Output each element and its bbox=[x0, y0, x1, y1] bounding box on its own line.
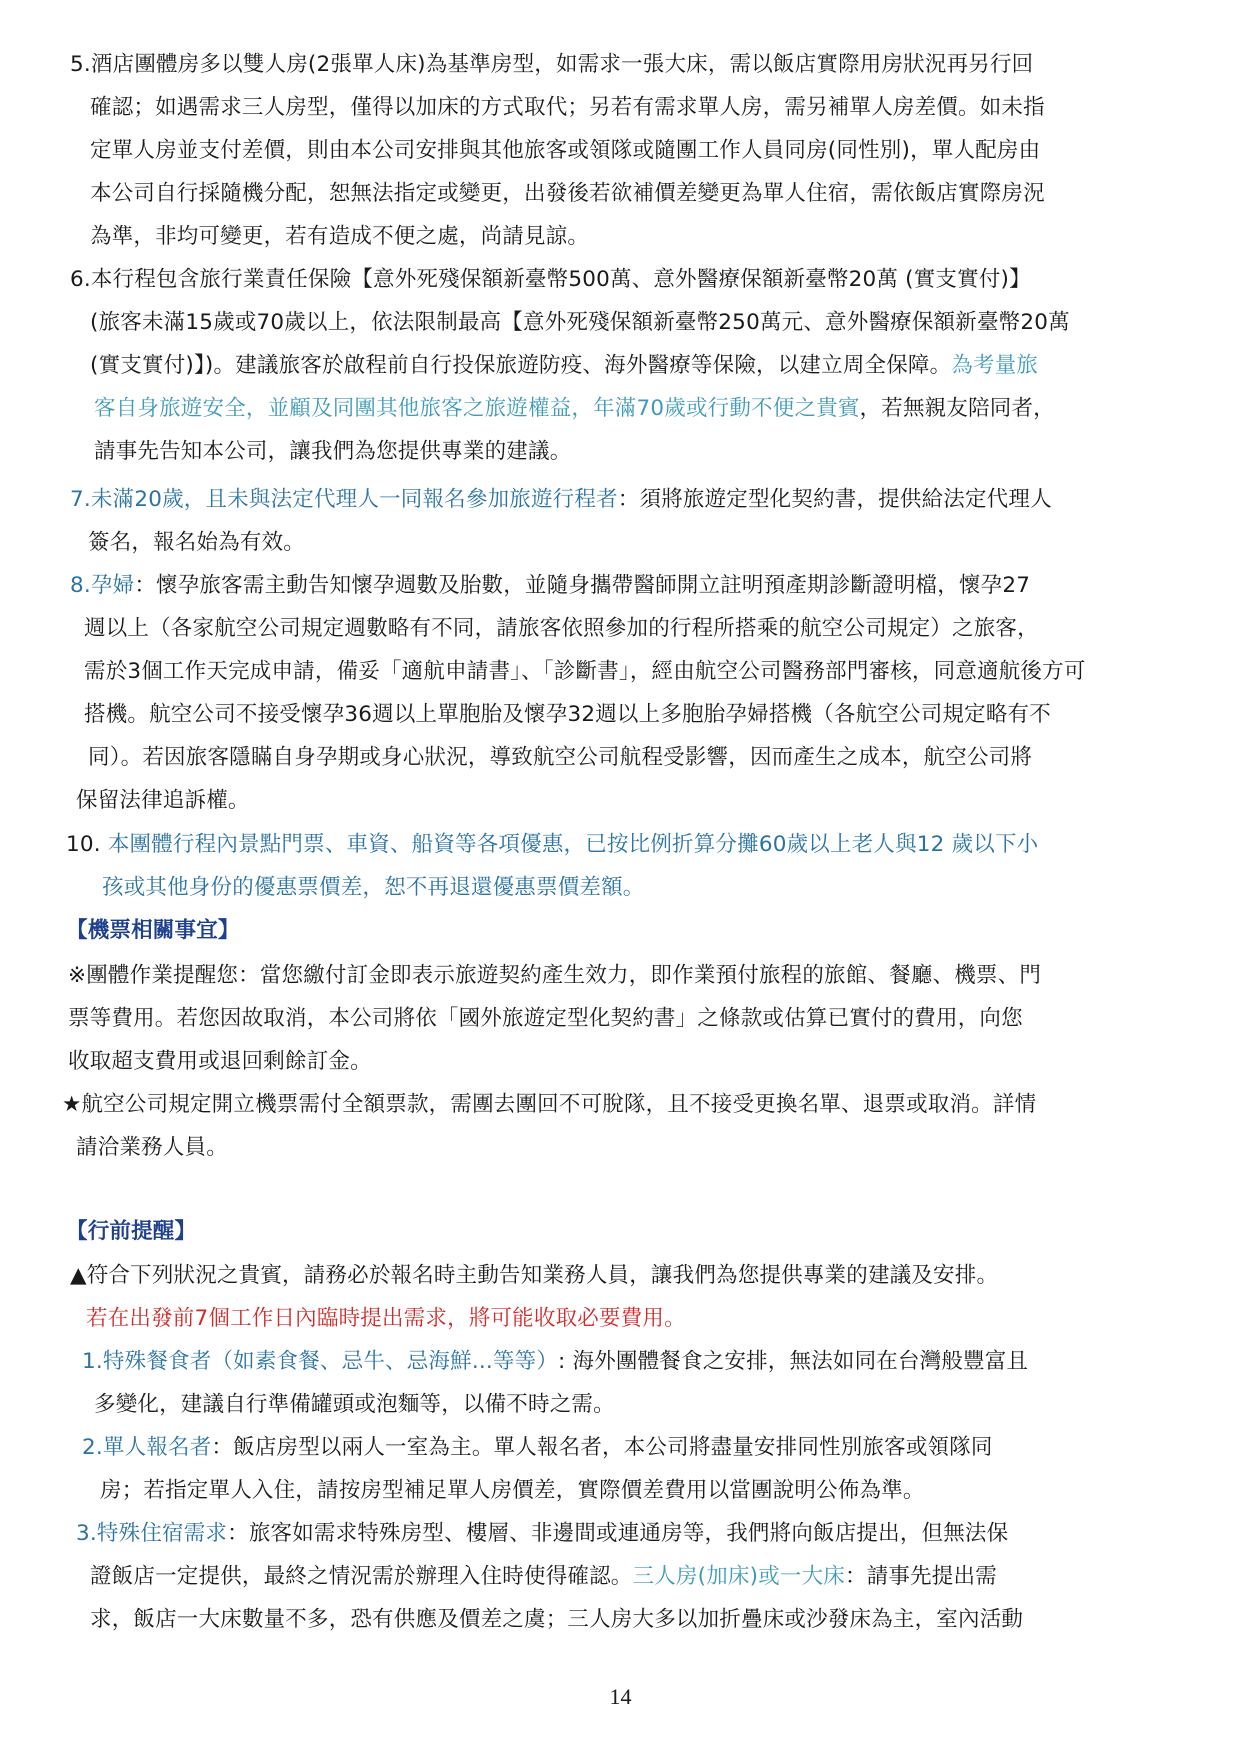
item8-line3: 需於3個工作天完成申請，備妥「適航申請書」、「診斷書」，經由航空公司醫務部門審核，同意適航後方可 bbox=[84, 659, 1086, 684]
reminder3-line3: 求，飯店一大床數量不多，恐有供應及價差之虞；三人房大多以加折疊床或沙發床為主，室內活動 bbox=[90, 1607, 1024, 1632]
reminder1-line1 bbox=[82, 1347, 1028, 1377]
ticket-p1-line3: 收取超支費用或退回剩餘訂金。 bbox=[68, 1049, 372, 1074]
item5-line1: 5.酒店團體房多以雙人房(2張單人床)為基準房型，如需求一張大床，需以飯店實際用房狀況再另行回 bbox=[70, 52, 1034, 77]
item8-line6: 保留法律追訴權。 bbox=[76, 788, 250, 813]
reminder1-line2: 多變化，建議自行準備罐頭或泡麵等，以備不時之需。 bbox=[94, 1392, 615, 1417]
item5-line2: 確認；如遇需求三人房型，僅得以加床的方式取代；另若有需求單人房，需另補單人房差價。如未指 bbox=[90, 95, 1045, 120]
reminder3-line2 bbox=[90, 1562, 997, 1592]
item8-line2: 週以上（各家航空公司規定週數略有不同，請旅客依照參加的行程所搭乘的航空公司規定）之旅客， bbox=[84, 616, 1039, 641]
item10-line2: 孩或其他身份的優惠票價差，恕不再退還優惠票價差額。 bbox=[102, 875, 645, 900]
reminder2-line1 bbox=[82, 1433, 993, 1463]
item8-highlight: 8.孕婦 bbox=[70, 573, 135, 598]
item8-line5: 同）。若因旅客隱瞞自身孕期或身心狀況，導致航空公司航程受影響，因而產生之成本，航空公司將 bbox=[88, 745, 1033, 770]
item5-line4: 本公司自行採隨機分配，恕無法指定或變更，出發後若欲補價差變更為單人住宿，需依飯店實際房況 bbox=[90, 181, 1045, 206]
ticket-p1-line1: ※團體作業提醒您：當您繳付訂金即表示旅遊契約產生效力，即作業預付旅程的旅館、餐廳、機票、門 bbox=[68, 963, 1042, 988]
item10-number: 10. bbox=[66, 832, 108, 857]
reminder-section-heading: 【行前提醒】 bbox=[66, 1219, 197, 1244]
item6-line3-highlight: 為考量旅 bbox=[951, 353, 1039, 378]
item7-line1 bbox=[70, 485, 1052, 515]
item7-line2: 簽名，報名始為有效。 bbox=[88, 530, 306, 555]
item10-highlight: 本團體行程內景點門票、車資、船資等各項優惠，已按比例折算分攤60歲以上老人與12 歲以下小 bbox=[107, 832, 1039, 857]
reminder3-text: ：旅客如需求特殊房型、樓層、非邊間或連通房等，我們將向飯店提出，但無法保 bbox=[227, 1521, 1009, 1546]
reminder2-text: ：飯店房型以兩人一室為主。單人報名者，本公司將盡量安排同性別旅客或領隊同 bbox=[211, 1435, 993, 1460]
ticket-p2-line1: ★航空公司規定開立機票需付全額票款，需團去團回不可脫隊，且不接受更換名單、退票或取消。詳情 bbox=[62, 1092, 1037, 1117]
page-number: 14 bbox=[609, 1684, 632, 1709]
item7-highlight: 7.未滿20歲，且未與法定代理人一同報名參加旅遊行程者 bbox=[70, 487, 618, 512]
item6-line3 bbox=[90, 351, 1038, 381]
item5-line5: 為準，非均可變更，若有造成不便之處，尚請見諒。 bbox=[90, 224, 590, 249]
item7-text: ：須將旅遊定型化契約書，提供給法定代理人 bbox=[617, 487, 1052, 512]
item6-line3-text: (實支實付)】)。建議旅客於啟程前自行投保旅遊防疫、海外醫療等保險，以建立周全保障。 bbox=[90, 353, 952, 378]
item5-line3: 定單人房並支付差價，則由本公司安排與其他旅客或領隊或隨團工作人員同房(同性別)，單人配房由 bbox=[90, 138, 1041, 163]
item8-line4: 搭機。航空公司不接受懷孕36週以上單胞胎及懷孕32週以上多胞胎孕婦搭機（各航空公司規定略有不 bbox=[84, 702, 1051, 727]
reminder2-highlight: 2.單人報名者 bbox=[82, 1435, 212, 1460]
item6-line4 bbox=[94, 394, 1055, 424]
ticket-p2-line2: 請洽業務人員。 bbox=[76, 1135, 228, 1160]
reminder-intro: ▲符合下列狀況之貴賓，請務必於報名時主動告知業務人員，讓我們為您提供專業的建議及安排。 bbox=[70, 1263, 999, 1288]
reminder3-line2-tail: ：請事先提出需 bbox=[845, 1564, 997, 1589]
reminder-warning: 若在出發前7個工作日內臨時提出需求，將可能收取必要費用。 bbox=[86, 1306, 686, 1331]
item6-line4-highlight: 客自身旅遊安全，並顧及同團其他旅客之旅遊權益，年滿70歲或行動不便之貴賓 bbox=[94, 396, 860, 421]
reminder2-line2: 房；若指定單人入住，請按房型補足單人房價差，實際價差費用以當團說明公佈為準。 bbox=[100, 1478, 925, 1503]
item10-line1 bbox=[66, 830, 1038, 860]
reminder3-highlight: 3.特殊住宿需求 bbox=[76, 1521, 228, 1546]
reminder1-text: : 海外團體餐食之安排，無法如同在台灣般豐富且 bbox=[558, 1349, 1029, 1374]
reminder1-highlight: 1.特殊餐食者（如素食餐、忌牛、忌海鮮...等等） bbox=[82, 1349, 559, 1374]
reminder3-line2-text: 證飯店一定提供，最終之情況需於辦理入住時使得確認。 bbox=[90, 1564, 633, 1589]
item6-line1: 6.本行程包含旅行業責任保險【意外死殘保額新臺幣500萬、意外醫療保額新臺幣20萬 (實支實付)】 bbox=[70, 267, 1031, 292]
reminder3-line1 bbox=[76, 1519, 1008, 1549]
item6-line2: (旅客未滿15歲或70歲以上，依法限制最高【意外死殘保額新臺幣250萬元、意外醫療保額新臺幣20萬 bbox=[90, 310, 1070, 335]
item8-line1 bbox=[70, 571, 1030, 601]
reminder3-line2-highlight: 三人房(加床)或一大床 bbox=[632, 1564, 845, 1589]
item8-text: ：懷孕旅客需主動告知懷孕週數及胎數，並隨身攜帶醫師開立註明預產期診斷證明檔，懷孕27 bbox=[134, 573, 1031, 598]
ticket-section-heading: 【機票相關事宜】 bbox=[66, 918, 240, 943]
item6-line4-text: ，若無親友陪同者， bbox=[859, 396, 1055, 421]
item6-line5: 請事先告知本公司，讓我們為您提供專業的建議。 bbox=[94, 439, 572, 464]
ticket-p1-line2: 票等費用。若您因故取消，本公司將依「國外旅遊定型化契約書」之條款或估算已實付的費用，向您 bbox=[68, 1006, 1023, 1031]
